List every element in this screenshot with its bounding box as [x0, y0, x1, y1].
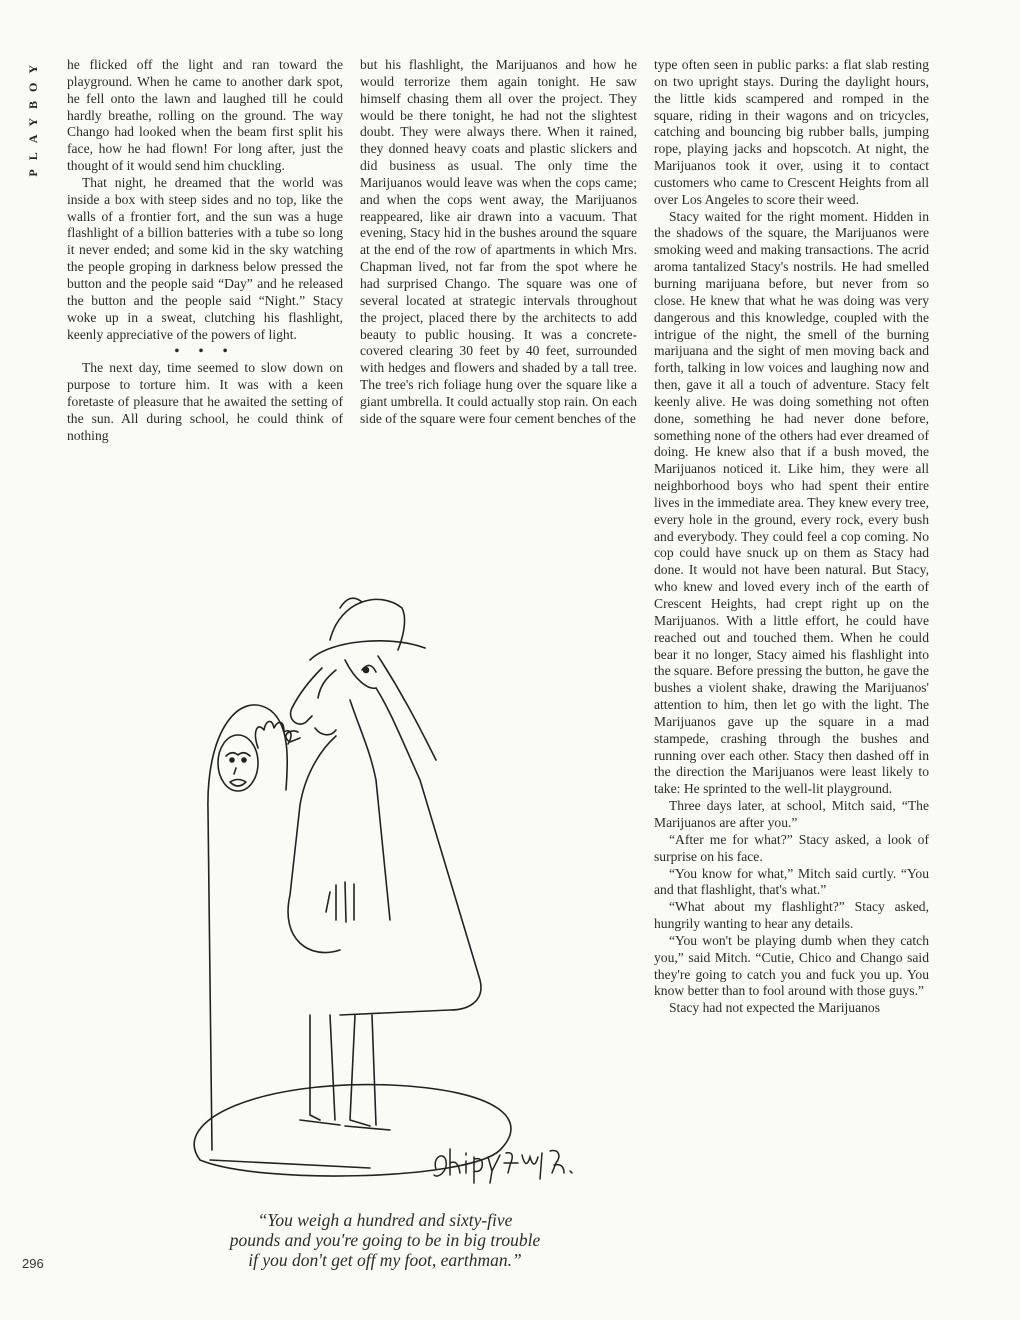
caption-line: “You weigh a hundred and sixty-five	[257, 1210, 513, 1230]
paragraph: Stacy waited for the right moment. Hidden in the shadows of the square, the Marijuanos were smoking weed and making transactions. The acrid aroma tantalized Stacy's nostrils. He had smelled burning marijuana before, but never from so close. He knew that what he was doing was very dangerous and this knowledge, coupled with the intrigue of the night, the smell of the burning marijuana and the sight of men moving back and forth, talking in low voices and laughing now and then, gave it all a touch of adventure. Stacy felt keenly alive. He was doing something not often done, something he had never done before, something none of the others had ever dreamed of doing. He knew also that if a bush moved, the Marijuanos noticed it. Like him, they were all neighborhood boys who had spent their entire lives in the immediate area. They knew every tree, every hole in the ground, every rock, every bush and everybody. They could feel a cop coming. No cop could have snuck up on them as Stacy had done. It would not have been natural. But Stacy, who knew and loved every inch of the earth of Crescent Heights, had crept right up on the Marijuanos. With a little effort, he could have reached out and touched them. When he could bear it no longer, Stacy aimed his flashlight into the square. Before pressing the button, he gave the bushes a violent shake, drawing the Marijuanos' attention to him, then let go with the light. The Marijuanos gave up the square in a mad stampede, crashing through the bushes and running over each other. Stacy then dashed off in the direction the Marijuanos were least likely to take: He sprinted to the well-lit playground.	[654, 208, 929, 797]
page-number: 296	[22, 1256, 44, 1271]
section-separator: • • •	[174, 343, 236, 359]
man-head	[291, 668, 322, 724]
paragraph: “You know for what,” Mitch said curtly. “You and that flashlight, that's what.”	[654, 865, 929, 898]
paragraph: but his flashlight, the Marijuanos and how he would terrorize them again tonight. He saw himself chasing them all over the project. They would be there tonight, he had not the slightest doubt. They were always there. When it rained, they donned heavy coats and plastic slickers and did business as usual. The only time the Marijuanos would leave was when the cops came; and when the cops went away, the Marijuanos reappeared, like air drawn into a vacuum. That evening, Stacy hid in the bushes around the square at the end of the row of apartments in which Mrs. Chapman lived, not far from the spot where he had surprised Chango. The square was one of several located at strategic intervals throughout the project, placed there by the architects to add beauty to public housing. It was a concrete-covered clearing 30 feet by 40 feet, surrounded with hedges and flowers and shaded by a tall tree. The tree's rich foliage hung over the square like a giant umbrella. It could actually stop rain. On each side of the square were four cement benches of the	[360, 57, 637, 426]
cartoon-caption	[130, 1210, 640, 1270]
text-column-2	[360, 57, 637, 428]
man-coat	[288, 736, 340, 953]
paragraph: “What about my flashlight?” Stacy asked, hungrily wanting to hear any details.	[654, 899, 929, 932]
paragraph: Three days later, at school, Mitch said, “The Marijuanos are after you.”	[654, 798, 929, 830]
paragraph: type often seen in public parks: a flat slab resting on two upright stays. During the daylight hours, the little kids scampered and romped in the square, riding in their wagons and on tricycles, catching and bouncing big rubber balls, jumping rope, playing jacks and hopscotch. At night, the Marijuanos took it over, using it to contact customers who came to Crescent Heights from all over Los Angeles to score their weed.	[654, 57, 929, 207]
text-column-1	[67, 57, 343, 444]
paragraph: Stacy had not expected the Marijuanos	[669, 1000, 881, 1016]
text-column-3	[654, 57, 929, 1017]
caption-line: if you don't get off my foot, earthman.”	[248, 1250, 522, 1270]
cartoon-illustration	[140, 560, 640, 1200]
paragraph: “You won't be playing dumb when they catch you,” said Mitch. “Cutie, Chico and Chango said they're going to catch you and fuck you up. You know better than to fool around with those guys.”	[654, 932, 929, 999]
alien-figure	[208, 705, 287, 1150]
magazine-masthead: PLAYBOY	[26, 56, 40, 177]
paragraph: That night, he dreamed that the world was inside a box with steep sides and no top, like the walls of a frontier fort, and the sun was a huge flashlight of a billion batteries with a tube so long it never ended; and some kid in the sky watching the people groping in darkness below pressed the button and the people said “Day” and he released the button and the people said “Night.” Stacy woke up in a sweat, clutching his flashlight, keenly appreciative of the powers of light.	[67, 174, 343, 342]
paragraph: “After me for what?” Stacy asked, a look of surprise on his face.	[654, 831, 929, 864]
paragraph: he flicked off the light and ran toward the playground. When he came to another dark spot, he fell onto the lawn and laughed till he could hardly breathe, rolling on the ground. The way Chango had looked when the beam first split his face, how he had flown! For long after, just the thought of it would send him chuckling.	[67, 57, 343, 174]
alien-face	[218, 735, 258, 791]
man-legs	[310, 1015, 376, 1126]
caption-line: pounds and you're going to be in big trouble	[229, 1230, 541, 1250]
paragraph: The next day, time seemed to slow down on purpose to torture him. It was with a keen foretaste of pleasure that he awaited the setting of the sun. All during school, he could think of nothing	[67, 360, 343, 443]
signature-scrawl	[430, 1135, 580, 1185]
man-hand	[286, 731, 300, 742]
